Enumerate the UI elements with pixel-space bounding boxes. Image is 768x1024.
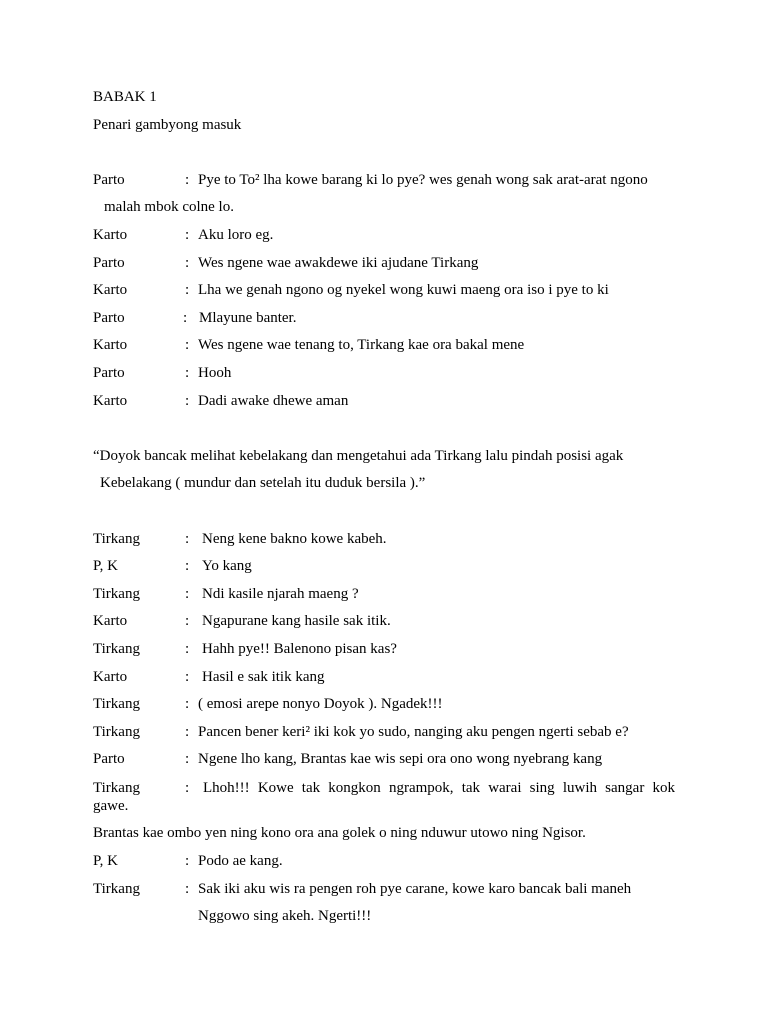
colon-separator: : xyxy=(185,641,190,657)
colon-separator: : xyxy=(185,365,190,381)
speaker-name: Parto xyxy=(93,365,125,381)
dialogue-text: Pancen bener keri² iki kok yo sudo, nanging aku pengen ngerti sebab e? xyxy=(198,724,629,740)
colon-separator: : xyxy=(185,531,190,547)
speaker-name: P, K xyxy=(93,853,119,869)
dialogue-text: ( emosi arepe nonyo Doyok ). Ngadek!!! xyxy=(198,696,443,712)
speaker-name: Karto xyxy=(93,337,128,353)
colon-separator: : xyxy=(185,696,190,712)
colon-separator: : xyxy=(183,310,188,326)
speaker-name: Tirkang xyxy=(93,586,140,602)
colon-separator: : xyxy=(185,255,190,271)
dialogue-text: Lhoh!!! Kowe tak kongkon ngrampok, tak warai sing luwih sangar kok xyxy=(203,780,675,796)
colon-separator: : xyxy=(185,724,190,740)
dialogue-continuation: malah mbok colne lo. xyxy=(104,199,234,215)
colon-separator: : xyxy=(185,558,190,574)
dialogue-text: Neng kene bakno kowe kabeh. xyxy=(202,531,387,547)
dialogue-text: Dadi awake dhewe aman xyxy=(198,393,349,409)
stage-direction: “Doyok bancak melihat kebelakang dan mengetahui ada Tirkang lalu pindah posisi agak xyxy=(93,448,624,464)
dialogue-text: Hahh pye!! Balenono pisan kas? xyxy=(202,641,397,657)
dialogue-text: Lha we genah ngono og nyekel wong kuwi maeng ora iso i pye to ki xyxy=(198,282,609,298)
speaker-name: Parto xyxy=(93,751,125,767)
narration-line: Brantas kae ombo yen ning kono ora ana golek o ning nduwur utowo ning Ngisor. xyxy=(93,825,586,841)
speaker-name: Parto xyxy=(93,310,125,326)
colon-separator: : xyxy=(185,853,190,869)
dialogue-text: Hooh xyxy=(198,365,232,381)
dialogue-text: Podo ae kang. xyxy=(198,853,283,869)
dialogue-text: Ngapurane kang hasile sak itik. xyxy=(202,613,391,629)
dialogue-wrap: gawe. xyxy=(93,798,129,814)
colon-separator: : xyxy=(185,337,190,353)
speaker-name: Tirkang xyxy=(93,724,140,740)
colon-separator: : xyxy=(185,751,190,767)
colon-separator: : xyxy=(185,393,190,409)
colon-separator: : xyxy=(185,282,190,298)
speaker-name: Parto xyxy=(93,255,125,271)
speaker-name: Karto xyxy=(93,613,128,629)
dialogue-text: Sak iki aku wis ra pengen roh pye carane, kowe karo bancak bali maneh xyxy=(198,881,632,897)
speaker-name: P, K xyxy=(93,558,119,574)
colon-separator: : xyxy=(185,780,190,796)
dialogue-text: Yo kang xyxy=(202,558,252,574)
dialogue-text: Pye to To² lha kowe barang ki lo pye? wes genah wong sak arat-arat ngono xyxy=(198,172,648,188)
colon-separator: : xyxy=(185,586,190,602)
dialogue-text: Wes ngene wae awakdewe iki ajudane Tirkang xyxy=(198,255,479,271)
dialogue-text: Ndi kasile njarah maeng ? xyxy=(202,586,359,602)
act-heading: BABAK 1 xyxy=(93,89,157,105)
speaker-name: Parto xyxy=(93,172,125,188)
dialogue-text: Wes ngene wae tenang to, Tirkang kae ora bakal mene xyxy=(198,337,525,353)
speaker-name: Karto xyxy=(93,669,128,685)
dialogue-text: Hasil e sak itik kang xyxy=(202,669,325,685)
colon-separator: : xyxy=(185,669,190,685)
dialogue-text: Mlayune banter. xyxy=(199,310,297,326)
intro-line: Penari gambyong masuk xyxy=(93,117,242,133)
speaker-name: Tirkang xyxy=(93,641,140,657)
dialogue-text: Aku loro eg. xyxy=(198,227,274,243)
colon-separator: : xyxy=(185,613,190,629)
speaker-name: Karto xyxy=(93,393,128,409)
dialogue-continuation: Nggowo sing akeh. Ngerti!!! xyxy=(198,908,372,924)
dialogue-text: Ngene lho kang, Brantas kae wis sepi ora ono wong nyebrang kang xyxy=(198,751,603,767)
colon-separator: : xyxy=(185,172,190,188)
speaker-name: Tirkang xyxy=(93,531,140,547)
colon-separator: : xyxy=(185,227,190,243)
speaker-name: Karto xyxy=(93,227,128,243)
speaker-name: Karto xyxy=(93,282,128,298)
speaker-name: Tirkang xyxy=(93,780,140,796)
speaker-name: Tirkang xyxy=(93,881,140,897)
colon-separator: : xyxy=(185,881,190,897)
speaker-name: Tirkang xyxy=(93,696,140,712)
stage-direction-continuation: Kebelakang ( mundur dan setelah itu duduk bersila ).” xyxy=(100,475,426,491)
